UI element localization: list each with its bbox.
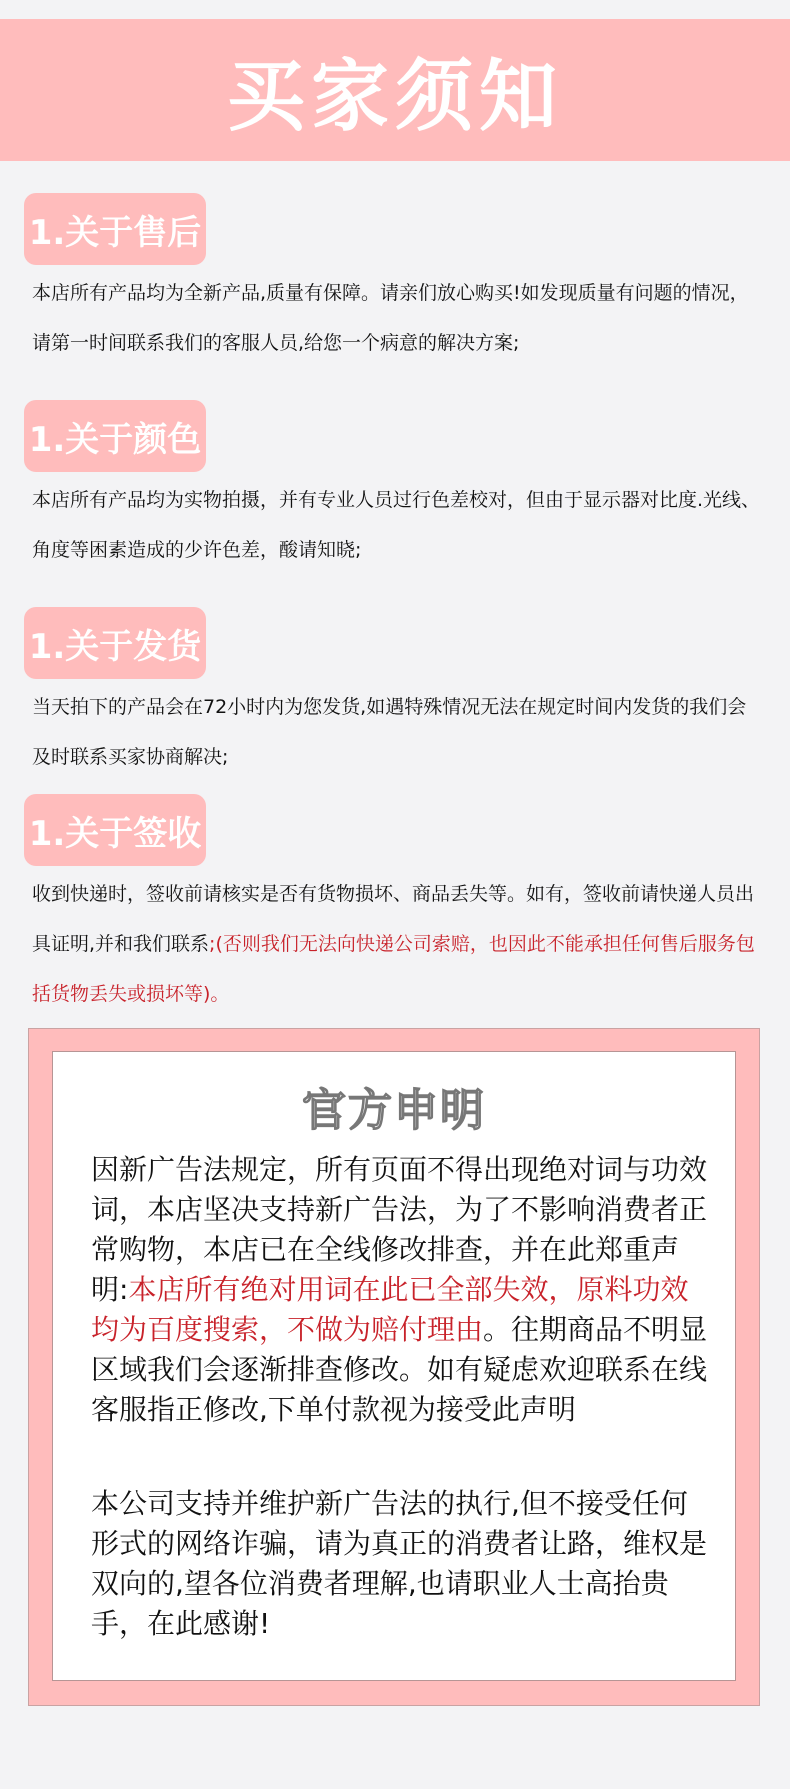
section-text-receipt (32, 869, 762, 1019)
official-notice-title: 官方申明 (302, 1085, 486, 1136)
section-text-color: 本店所有产品均为实物拍摄，并有专业人员过行色差校对，但由于显示器对比度.光线、角度等困素造成的少许色差，酸请知晓; (32, 489, 761, 561)
section-tag-after-sales: 1.关于售后 (24, 193, 206, 265)
section-text-shipping: 当天拍下的产品会在72小时内为您发货,如遇特殊情况无法在规定时间内发货的我们会及时联系买家协商解决; (32, 696, 747, 768)
receipt-text-main: 收到快递时，签收前请核实是否有货物损坏、商品丢失等。如有，签收前请快递人员出具证明,并和我们联系 (32, 883, 755, 955)
header-banner (0, 19, 790, 161)
receipt-text-warning: ;(否则我们无法向快递公司索赔，也因此不能承担任何售后服务包括货物丢失或损坏等)。 (32, 933, 755, 1005)
notice-p1-intro: 因新广告法规定，所有页面不得出现绝对词与功效词，本店坚决支持新广告法，为了不影响消费者正常购物，本店已在全线修改排查，并在此郑重声明: (91, 1153, 708, 1306)
section-tag-shipping: 1.关于发货 (24, 607, 206, 679)
official-notice-frame (28, 1028, 760, 1706)
notice-p1-highlight: 本店所有绝对用词在此已全部失效，原料功效均为百度搜索，不做为赔付理由 (91, 1273, 689, 1346)
official-notice-paragraph-1 (91, 1150, 709, 1430)
official-notice-paragraph-2: 本公司支持并维护新广告法的执行,但不接受任何形式的网络诈骗，请为真正的消费者让路，维权是双向的,望各位消费者理解,也请职业人士高抬贵手，在此感谢! (91, 1487, 708, 1640)
section-tag-color: 1.关于颜色 (24, 400, 206, 472)
official-notice-panel (52, 1051, 736, 1681)
notice-p1-outro: 。往期商品不明显区域我们会逐渐排查修改。如有疑虑欢迎联系在线客服指正修改,下单付款视为接受此声明 (91, 1313, 708, 1426)
page-title: 买家须知 (226, 52, 563, 142)
section-text-after-sales: 本店所有产品均为全新产品,质量有保障。请亲们放心购买!如发现质量有问题的情况，请第一时间联系我们的客服人员,给您一个病意的解决方案; (32, 282, 749, 354)
section-tag-receipt: 1.关于签收 (24, 794, 206, 866)
